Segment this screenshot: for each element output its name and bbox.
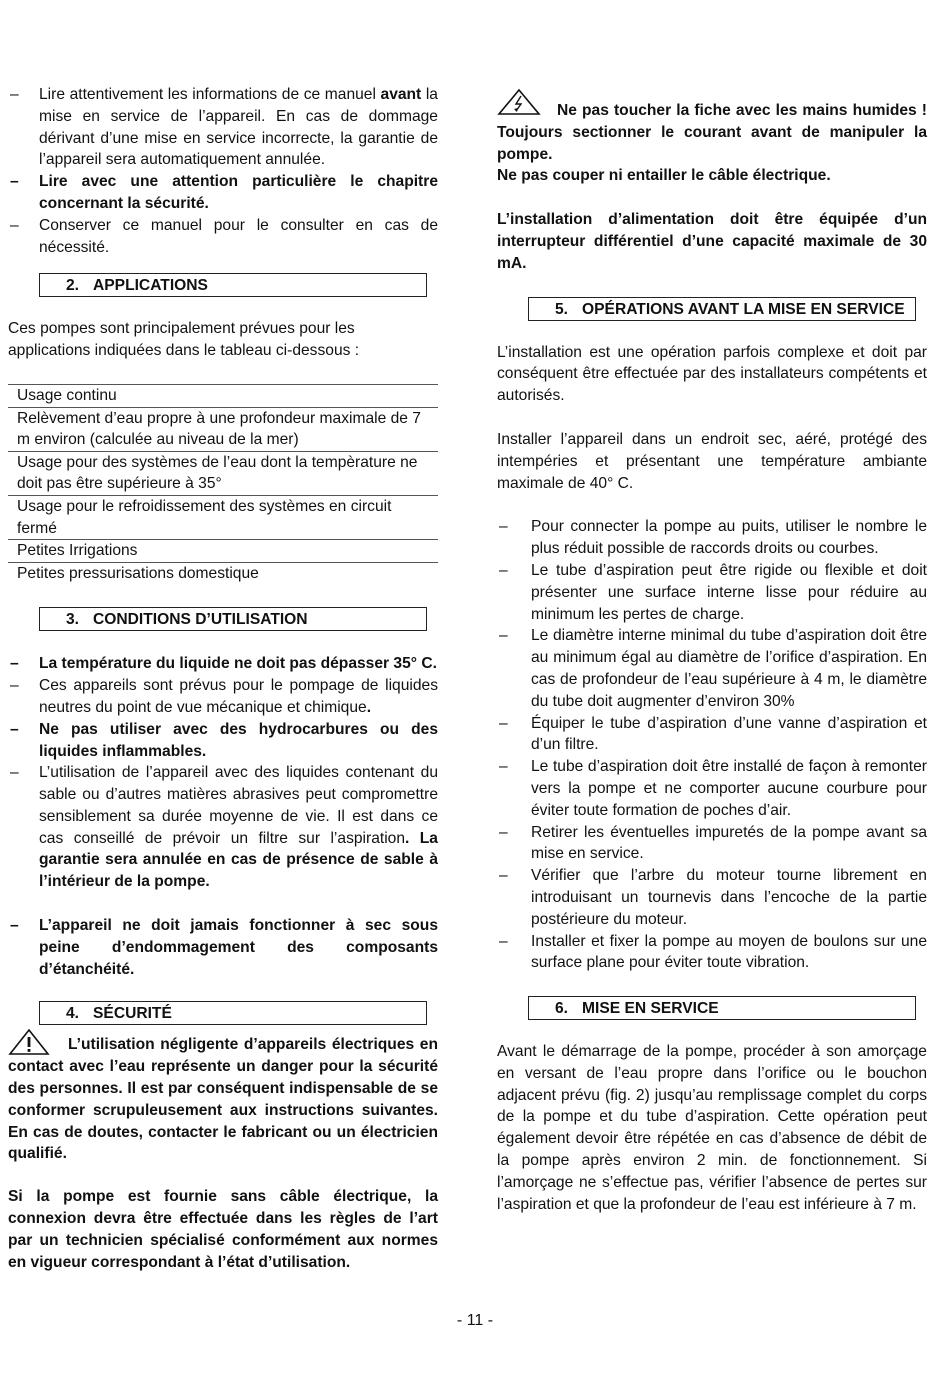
list-item: – Ne pas utiliser avec des hydrocarbures ou des liquides inflammables. xyxy=(8,719,438,763)
section-number: 6. xyxy=(555,1000,569,1018)
section-number: 2. xyxy=(66,277,80,295)
list-item: – Le tube d’aspiration peut être rigide ou flexible et doit présenter une surface interne lisse pour réduire au minimum les pertes de charge. xyxy=(497,560,927,625)
list-item: – Le tube d’aspiration doit être installé de façon à remonter vers la pompe et ne comporter aucune courbure pour éviter toute formation de poches d’air. xyxy=(497,756,927,821)
list-item xyxy=(8,675,438,719)
left-column xyxy=(8,84,438,1273)
condition-bold: . La garantie sera annulée en cas de présence de sable à l’intérieur de la pompe. xyxy=(39,829,438,891)
table-cell: Usage pour des systèmes de l’eau dont la tempèrature ne doit pas être supérieure à 35° xyxy=(8,451,438,495)
list-item: – Équiper le tube d’aspiration d’une vanne d’aspiration et d’un filtre. xyxy=(497,713,927,757)
safety-cable: Si la pompe est fournie sans câble électrique, la connexion devra être effectuée dans les règles de l’art par un technicien spécialisé conformément aux normes en vigueur correspondant à l’état d’utilisation. xyxy=(8,1188,438,1271)
list-item: – Lire avec une attention particulière le chapitre concernant la sécurité. xyxy=(8,171,438,215)
condition-text: Ces appareils sont prévus pour le pompage de liquides neutres du point de vue mécanique et chimique xyxy=(39,677,438,716)
section-heading-conditions xyxy=(39,607,427,631)
list-item: – L’appareil ne doit jamais fonctionner à sec sous peine d’endommagement des composants d’étanchéité. xyxy=(8,915,438,980)
intro-bold: avant xyxy=(380,86,422,103)
table-row xyxy=(8,562,438,584)
list-item: – Le diamètre interne minimal du tube d’aspiration doit être au minimum égal au diamètre de l’orifice d’aspiration. En cas de profondeur de l’eau supérieure à 4 m, le diamètre du tube doit augmenter d’environ 30% xyxy=(497,625,927,712)
section-title: OPÉRATIONS AVANT LA MISE EN SERVICE xyxy=(582,300,905,318)
table-cell: Petites Irrigations xyxy=(8,540,438,563)
page-number: - 11 - xyxy=(456,1312,494,1329)
section-number: 3. xyxy=(66,611,80,629)
safety-warning xyxy=(8,1034,438,1165)
electric-warning xyxy=(497,100,927,165)
list-item: – Conserver ce manuel pour le consulter en cas de nécessité. xyxy=(8,215,438,259)
table-row xyxy=(8,451,438,495)
section-heading-safety xyxy=(39,1001,427,1025)
table-cell: Usage continu xyxy=(8,384,438,407)
table-row xyxy=(8,495,438,539)
operations-list xyxy=(497,516,927,974)
differential-warning: L’installation d’alimentation doit être équipée d’un interrupteur différentiel d’une capacité maximale de 30 mA. xyxy=(497,211,927,272)
list-item: – Vérifier que l’arbre du moteur tourne librement en introduisant un tournevis dans l’encoche de la partie postérieure du moteur. xyxy=(497,865,927,930)
list-item: – Pour connecter la pompe au puits, utiliser le nombre le plus réduit possible de raccords droits ou courbes. xyxy=(497,516,927,560)
condition-dot: . xyxy=(366,698,372,716)
usage-table xyxy=(8,384,438,584)
table-cell: Petites pressurisations domestique xyxy=(8,562,438,584)
list-item: – Installer et fixer la pompe au moyen de boulons sur une surface plane pour éviter toute vibration. xyxy=(497,931,927,975)
warning-text: Ne pas toucher la fiche avec les mains humides ! Toujours sectionner le courant avant de manipuler la pompe. xyxy=(497,102,927,163)
section-title: MISE EN SERVICE xyxy=(582,1000,719,1018)
section-heading-startup xyxy=(528,996,916,1020)
section-title: APPLICATIONS xyxy=(93,277,208,295)
applications-intro: Ces pompes sont principalement prévues pour les applications indiquées dans le tableau ci-dessous : xyxy=(8,320,360,360)
table-row xyxy=(8,407,438,451)
table-cell: Relèvement d’eau propre à une profondeur maximale de 7 m environ (calculée au niveau de la mer) xyxy=(8,407,438,451)
safety-text: L’utilisation négligente d’appareils électriques en contact avec l’eau représente un danger pour la sécurité des personnes. Il est par conséquent indispensable de se conformer scrupuleusement aux instructions suivantes. En cas de doutes, contacter le fabricant ou un électricien qualifié. xyxy=(8,1036,438,1163)
intro-list xyxy=(8,84,438,258)
table-row xyxy=(8,540,438,563)
electric-hazard-icon xyxy=(497,88,541,116)
section-title: CONDITIONS D’UTILISATION xyxy=(93,611,308,629)
list-item xyxy=(8,84,438,171)
table-cell: Usage pour le refroidissement des systèmes en circuit fermé xyxy=(8,495,438,539)
section-number: 5. xyxy=(555,300,569,318)
section-heading-applications xyxy=(39,273,427,297)
warning-icon xyxy=(8,1028,50,1056)
cable-warning: Ne pas couper ni entailler le câble électrique. xyxy=(497,167,831,185)
intro-text: la mise en service de l’appareil. En cas de dommage dérivant d’une mise en service incorrecte, la garantie de l’appareil sera automatiquement annulée. xyxy=(39,86,438,169)
list-item: – La température du liquide ne doit pas dépasser 35° C. xyxy=(8,653,438,675)
right-column xyxy=(497,100,927,1215)
install-paragraph: L’installation est une opération parfois complexe et doit par conséquent être effectuée par des installateurs compétents et autorisés. xyxy=(497,343,927,405)
condition-text: L’utilisation de l’appareil avec des liquides contenant du sable ou d’autres matières abrasives peut compromettre sensiblement sa durée moyenne de vie. Il est dans ce cas conseillé de prévoir un filtre sur l’aspiration xyxy=(39,764,438,847)
conditions-list xyxy=(8,653,438,980)
section-heading-operations xyxy=(528,297,916,321)
list-item: – Retirer les éventuelles impuretés de la pompe avant sa mise en service. xyxy=(497,822,927,866)
list-item xyxy=(8,762,438,893)
intro-text: Lire attentivement les informations de ce manuel xyxy=(39,86,381,103)
startup-paragraph: Avant le démarrage de la pompe, procéder à son amorçage en versant de l’eau propre dans l’orifice ou le bouchon adjacent prévu (fig. 2) jusqu’au remplissage complet du corps de la pompe et du tube d’aspiration. Cette opération peut également devoir être répétée en cas d’absence de débit de la pompe après environ 2 min. de fonctionnement. Si l’amorçage ne s’effectue pas, vérifier l’absence de pertes sur l’aspiration et que la profondeur de l’eau est inférieure à 7 m. xyxy=(497,1043,927,1213)
install-location: Installer l’appareil dans un endroit sec, aéré, protégé des intempéries et présentant une température ambiante maximale de 40° C. xyxy=(497,430,927,492)
section-number: 4. xyxy=(66,1005,80,1023)
table-row xyxy=(8,384,438,407)
section-title: SÉCURITÉ xyxy=(93,1005,172,1023)
